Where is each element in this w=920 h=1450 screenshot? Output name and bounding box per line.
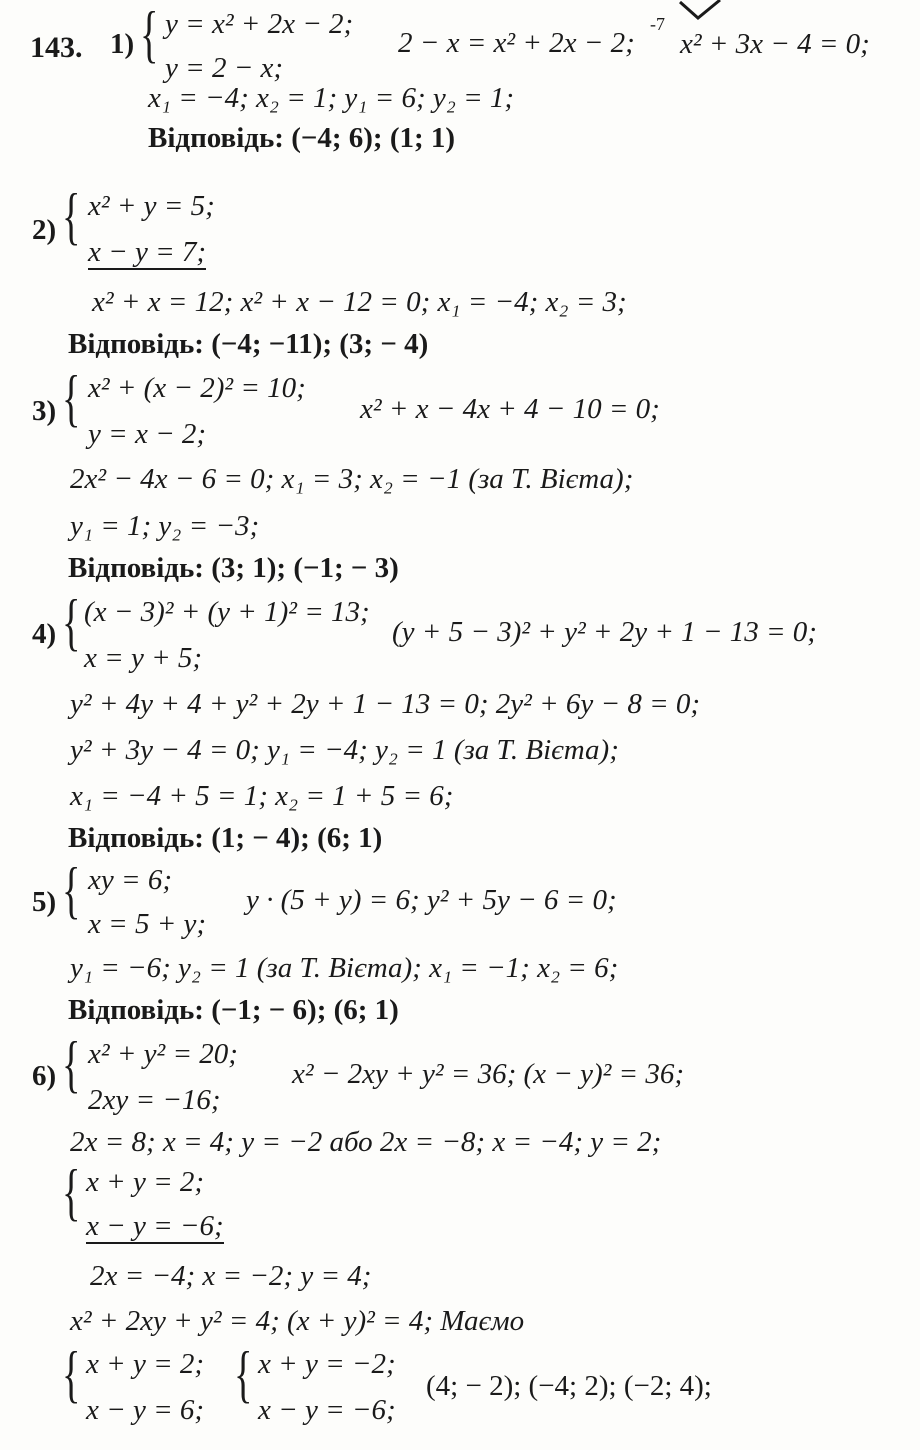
handwritten-note: -7 [650, 14, 665, 34]
answer-label: Відповідь: [68, 994, 204, 1026]
system-eq: x + y = −2; [258, 1348, 396, 1380]
system-eq: 2xy = −16; [88, 1084, 221, 1116]
part-label-4: 4) [32, 618, 57, 650]
system-brace: { [62, 854, 81, 925]
part-label-2: 2) [32, 214, 57, 246]
answer-value: (−1; − 6); (6; 1) [211, 994, 399, 1026]
system-brace: { [62, 1156, 81, 1227]
system-brace: { [62, 362, 81, 433]
system-eq: y = 2 − x; [165, 52, 284, 84]
system-brace: { [62, 1028, 81, 1099]
solution-line: x² + 2xy + y² = 4; (x + y)² = 4; Маємо [70, 1305, 525, 1337]
system-eq: x + y = 2; [86, 1166, 205, 1198]
part-label-6: 6) [32, 1060, 57, 1092]
answer-value: (3; 1); (−1; − 3) [211, 552, 399, 584]
equation: 2 − x = x² + 2x − 2; [398, 27, 635, 59]
system-brace: { [140, 0, 159, 69]
solution-line: 2x = 8; x = 4; y = −2 або 2x = −8; x = −4; y = 2; [70, 1126, 662, 1158]
final-answer: (4; − 2); (−4; 2); (−2; 4); [426, 1370, 712, 1402]
system-brace: { [62, 180, 81, 251]
part-label-5: 5) [32, 886, 57, 918]
system-eq: x = 5 + y; [88, 908, 207, 940]
part-label-1: 1) [110, 28, 135, 60]
solution-line: y₁ = 1; y₂ = −3; [70, 510, 260, 542]
system-brace: { [62, 586, 81, 657]
solution-line: 2x = −4; x = −2; y = 4; [90, 1260, 372, 1292]
system-eq: y = x − 2; [88, 418, 207, 450]
solution-line: x₁ = −4 + 5 = 1; x₂ = 1 + 5 = 6; [70, 780, 454, 812]
solution-line: x² + x = 12; x² + x − 12 = 0; x₁ = −4; x₂ = 3; [92, 286, 627, 318]
system-eq: x + y = 2; [86, 1348, 205, 1380]
answer-label: Відповідь: [68, 822, 204, 854]
answer-label: Відповідь: [68, 552, 204, 584]
system-eq: x − y = −6; [86, 1210, 224, 1242]
equation: y · (5 + y) = 6; y² + 5y − 6 = 0; [246, 884, 617, 916]
system-eq: x − y = 7; [88, 236, 207, 268]
problem-number: 143. [30, 31, 83, 64]
system-eq: xy = 6; [88, 864, 172, 896]
solution-line: 2x² − 4x − 6 = 0; x₁ = 3; x₂ = −1 (за Т. Вієта); [70, 463, 634, 495]
answer-label: Відповідь: [68, 328, 204, 360]
system-eq: x² + y² = 20; [88, 1038, 238, 1070]
system-brace: { [62, 1338, 81, 1409]
system-eq: x = y + 5; [84, 642, 203, 674]
system-eq: x − y = −6; [258, 1394, 396, 1426]
answer-value: (1; − 4); (6; 1) [211, 822, 383, 854]
system-brace: { [234, 1338, 253, 1409]
check-mark-icon [676, 0, 726, 22]
equation: x² + 3x − 4 = 0; [680, 28, 870, 60]
system-eq: x − y = 6; [86, 1394, 205, 1426]
solution-line: y₁ = −6; y₂ = 1 (за Т. Вієта); x₁ = −1; x₂ = 6; [70, 952, 619, 984]
system-eq: (x − 3)² + (y + 1)² = 13; [84, 596, 370, 628]
system-eq: x² + y = 5; [88, 190, 215, 222]
answer-value: (−4; 6); (1; 1) [291, 122, 456, 154]
equation: x² − 2xy + y² = 36; (x − y)² = 36; [292, 1058, 685, 1090]
part-label-3: 3) [32, 395, 57, 427]
equation: (y + 5 − 3)² + y² + 2y + 1 − 13 = 0; [392, 616, 817, 648]
system-eq: y = x² + 2x − 2; [165, 8, 354, 40]
answer-label: Відповідь: [148, 122, 284, 154]
system-eq: x² + (x − 2)² = 10; [88, 372, 306, 404]
answer-value: (−4; −11); (3; − 4) [211, 328, 429, 360]
equation: x² + x − 4x + 4 − 10 = 0; [360, 393, 660, 425]
solution-line: y² + 4y + 4 + y² + 2y + 1 − 13 = 0; 2y² + 6y − 8 = 0; [70, 688, 701, 720]
solution-line: y² + 3y − 4 = 0; y₁ = −4; y₂ = 1 (за Т. Вієта); [70, 734, 619, 766]
roots-line: x₁ = −4; x₂ = 1; y₁ = 6; y₂ = 1; [148, 82, 515, 114]
